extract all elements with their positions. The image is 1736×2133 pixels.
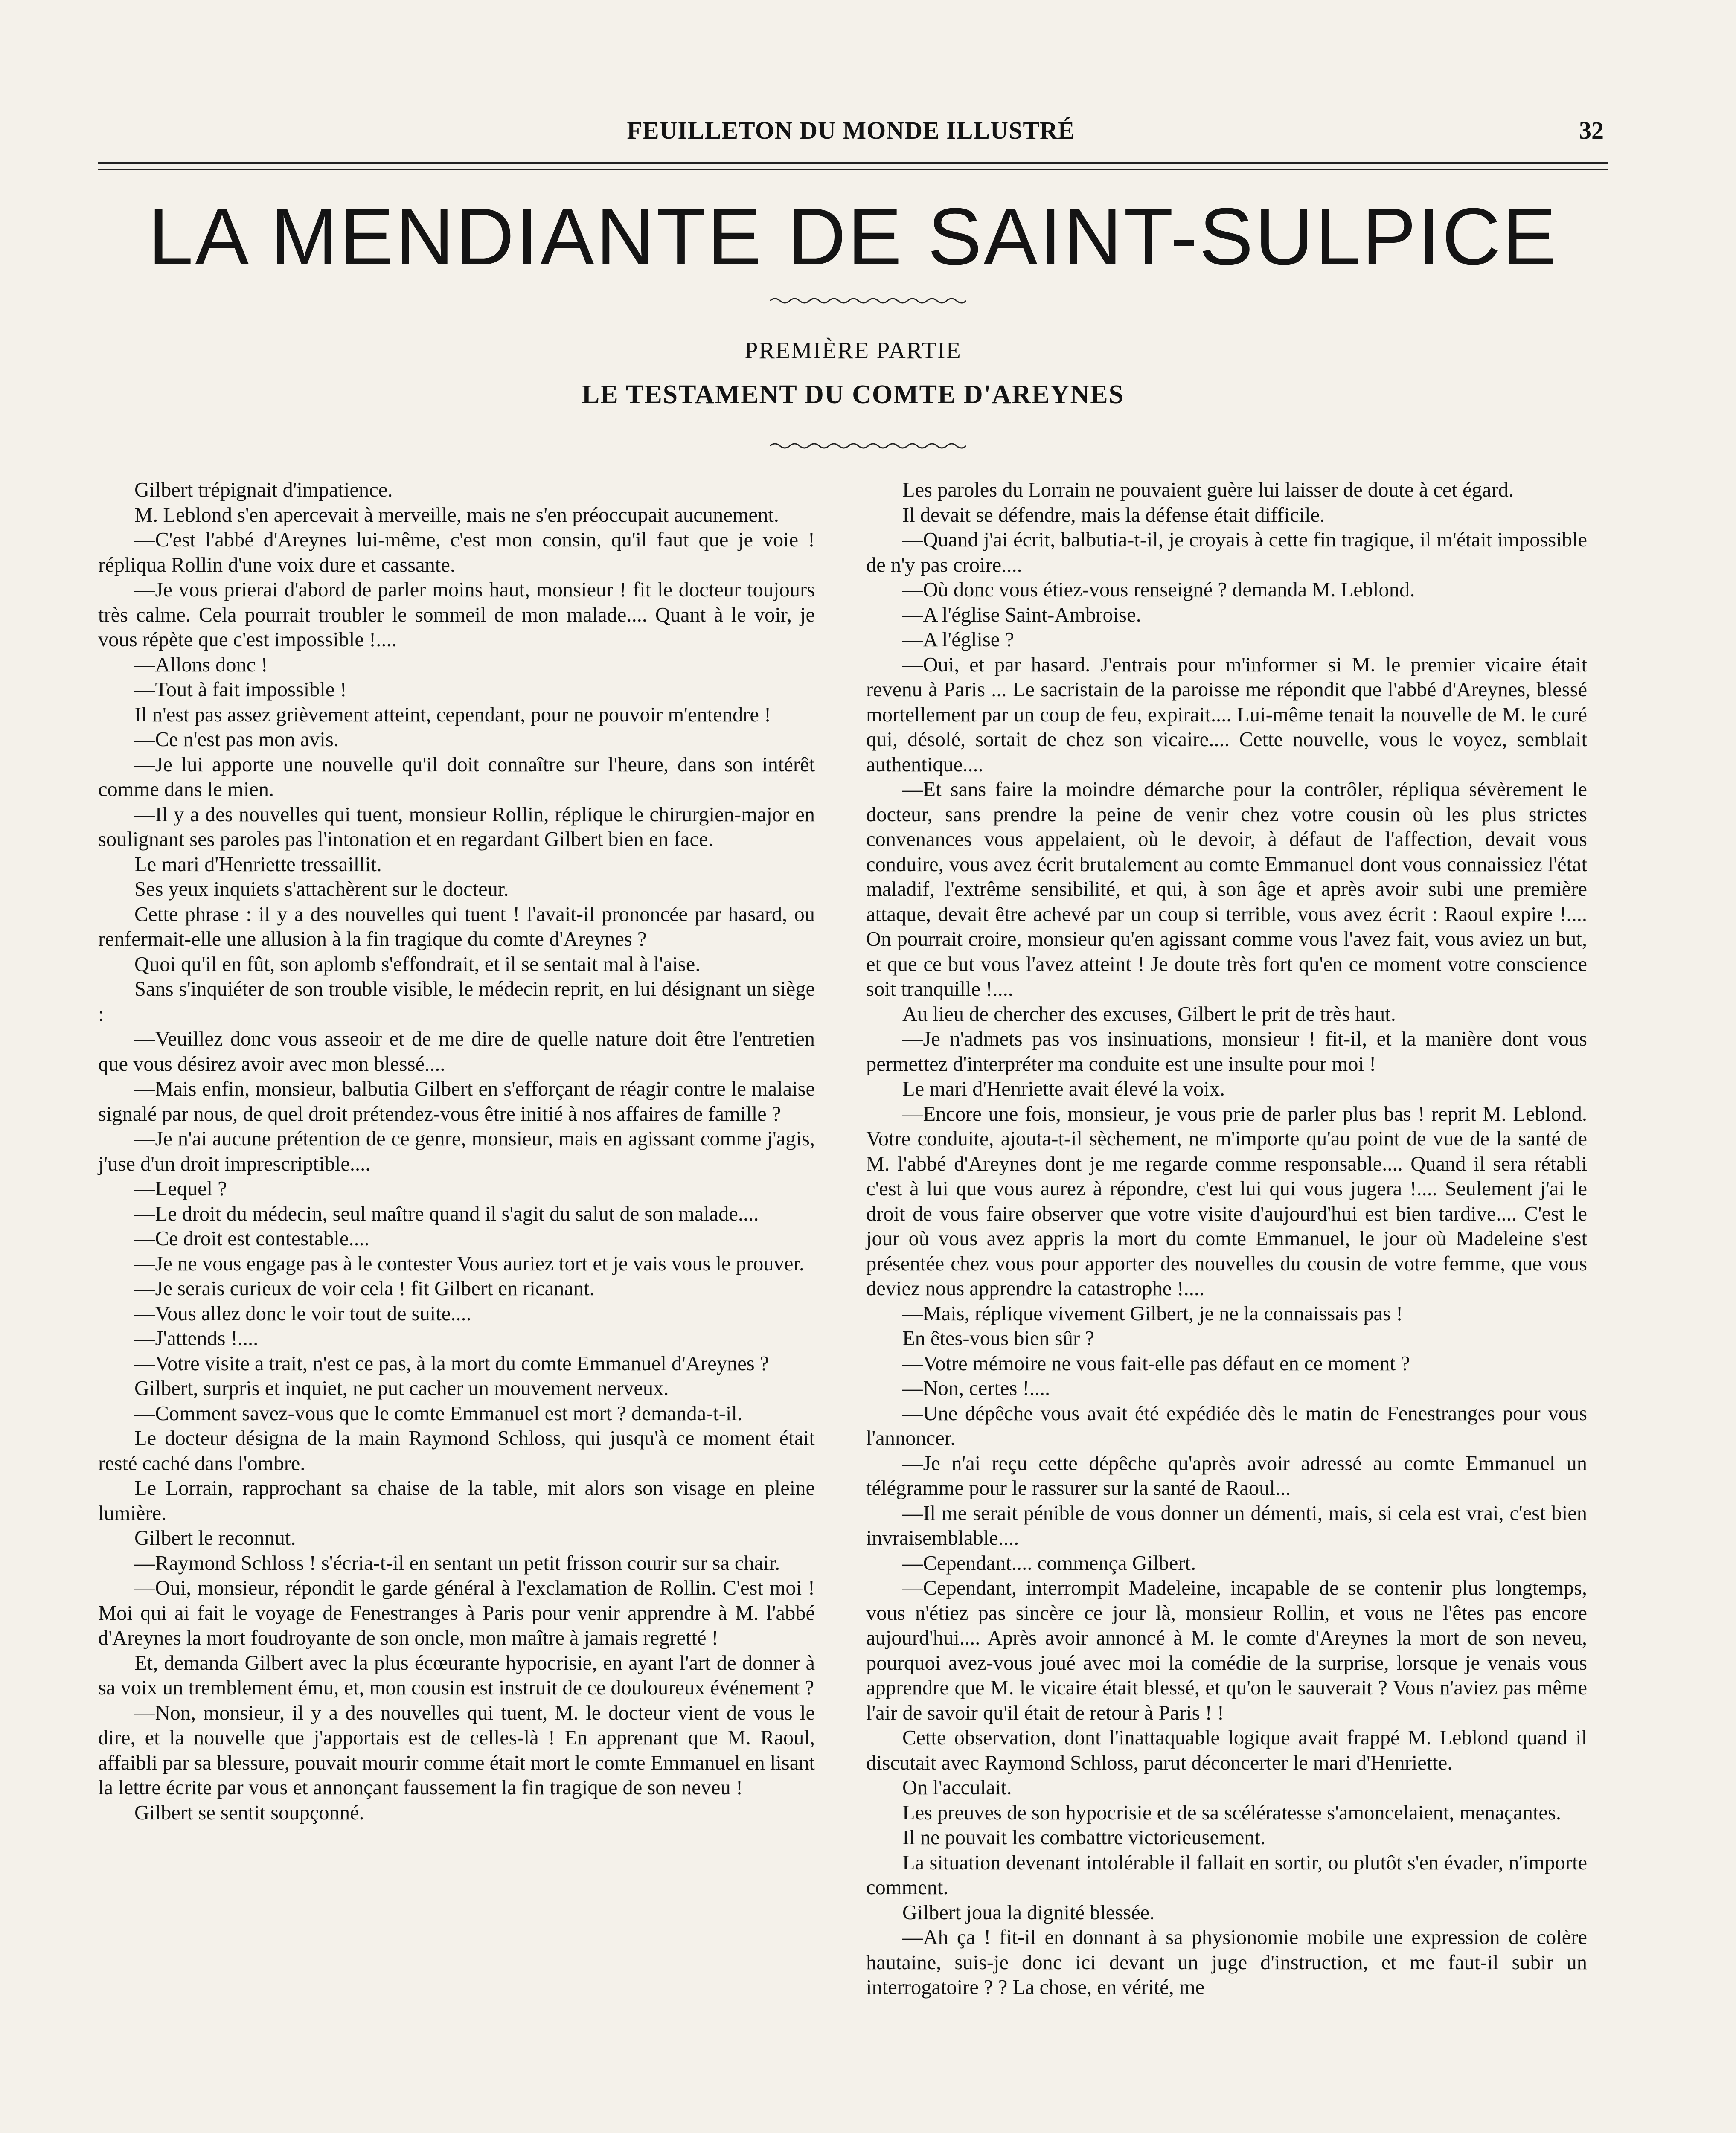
part-heading: PREMIÈRE PARTIE: [744, 337, 962, 364]
paragraph: —Ce n'est pas mon avis.: [134, 728, 339, 751]
paragraph: Cette observation, dont l'inattaquable logique avait frappé M. Leblond quand il discutait avec Raymond Schloss, parut déconcerter le mari d'Henriette.: [866, 1726, 1587, 1774]
paragraph: —Raymond Schloss ! s'écria-t-il en sentant un petit frisson courir sur sa chair.: [134, 1552, 780, 1575]
paragraph: —Oui, monsieur, répondit le garde général à l'exclamation de Rollin. C'est moi ! Moi qui ai fait le voyage de Fenestranges à Paris pour venir apprendre à M. l'abbé d'Areynes la mort foudroyante de son oncle, mon maître à jamais regretté !: [98, 1577, 815, 1649]
paragraph: Le mari d'Henriette avait élevé la voix.: [902, 1078, 1225, 1100]
text-column-right: [866, 478, 1587, 2000]
paragraph: —Quand j'ai écrit, balbutia-t-il, je croyais à cette fin tragique, il m'était impossible de n'y pas croire....: [866, 529, 1587, 576]
paragraph: Il ne pouvait les combattre victorieusement.: [902, 1826, 1266, 1849]
serial-title: LA MENDIANTE DE SAINT-SULPICE: [148, 192, 1558, 282]
paragraph: M. Leblond s'en apercevait à merveille, mais ne s'en préoccupait aucunement.: [134, 503, 779, 526]
paragraph: Il n'est pas assez grièvement atteint, cependant, pour ne pouvoir m'entendre !: [134, 703, 771, 726]
paragraph: Il devait se défendre, mais la défense était difficile.: [902, 503, 1325, 526]
paragraph: —Mais enfin, monsieur, balbutia Gilbert en s'efforçant de réagir contre le malaise signalé par nous, de quel droit prétendez-vous être initié à nos affaires de famille ?: [98, 1078, 815, 1125]
paragraph: —Le droit du médecin, seul maître quand il s'agit du salut de son malade....: [134, 1202, 759, 1225]
paragraph: —Votre visite a trait, n'est ce pas, à la mort du comte Emmanuel d'Areynes ?: [134, 1352, 769, 1375]
page-header: [98, 116, 1604, 150]
text-column-left: [98, 478, 815, 1825]
paragraph: Le docteur désigna de la main Raymond Schloss, qui jusqu'à ce moment était resté caché dans l'ombre.: [98, 1427, 815, 1475]
paragraph: Gilbert joua la dignité blessée.: [902, 1901, 1155, 1924]
ornament-divider: [770, 439, 966, 452]
paragraph: Le mari d'Henriette tressaillit.: [134, 853, 382, 876]
paragraph: Gilbert le reconnut.: [134, 1527, 296, 1549]
paragraph: —Je serais curieux de voir cela ! fit Gilbert en ricanant.: [134, 1277, 595, 1300]
paragraph: Et, demanda Gilbert avec la plus écœurante hypocrisie, en ayant l'art de donner à sa voix un tremblement ému, et, mon cousin est instruit de ce douloureux événement ?: [98, 1651, 815, 1699]
paragraph: —Comment savez-vous que le comte Emmanuel est mort ? demanda-t-il.: [134, 1402, 742, 1425]
paragraph: —Non, certes !....: [902, 1377, 1050, 1400]
paragraph: —Lequel ?: [134, 1177, 227, 1200]
paragraph: —Ah ça ! fit-il en donnant à sa physionomie mobile une expression de colère hautaine, suis-je donc ici devant un juge d'instruction, et me faut-il subir un interrogatoire ? ? La chose, en vérité, me: [866, 1926, 1587, 1999]
ornament-divider: [770, 294, 966, 307]
header-rule: [98, 162, 1608, 164]
paragraph: —Je n'ai reçu cette dépêche qu'après avoir adressé au comte Emmanuel un télégramme pour le rassurer sur la santé de Raoul...: [866, 1452, 1587, 1499]
paragraph: —Veuillez donc vous asseoir et de me dire de quelle nature doit être l'entretien que vous désirez avoir avec mon blessé....: [98, 1028, 815, 1075]
paragraph: On l'acculait.: [902, 1776, 1012, 1799]
paragraph: Gilbert trépignait d'impatience.: [134, 479, 393, 501]
paragraph: —Allons donc !: [134, 653, 268, 676]
paragraph: Gilbert, surpris et inquiet, ne put cacher un mouvement nerveux.: [134, 1377, 669, 1400]
paragraph: —Je lui apporte une nouvelle qu'il doit connaître sur l'heure, dans son intérêt comme dans le mien.: [98, 753, 815, 801]
page-number: 32: [1579, 116, 1604, 144]
paragraph: —Il y a des nouvelles qui tuent, monsieur Rollin, réplique le chirurgien-major en soulignant ses paroles pas l'intonation et en regardant Gilbert bien en face.: [98, 803, 815, 851]
paragraph: Sans s'inquiéter de son trouble visible, le médecin reprit, en lui désignant un siège :: [98, 978, 815, 1026]
chapter-heading: LE TESTAMENT DU COMTE D'AREYNES: [582, 380, 1125, 409]
paragraph: —Je vous prierai d'abord de parler moins haut, monsieur ! fit le docteur toujours très calme. Cela pourrait troubler le sommeil de mon malade.... Quant à le voir, je vous répète que c'est impossible !....: [98, 578, 815, 651]
paragraph: Gilbert se sentit soupçonné.: [134, 1801, 364, 1824]
paragraph: En êtes-vous bien sûr ?: [902, 1327, 1094, 1350]
paragraph: —Où donc vous étiez-vous renseigné ? demanda M. Leblond.: [902, 578, 1415, 601]
paragraph: —Tout à fait impossible !: [134, 678, 347, 701]
paragraph: —Je n'admets pas vos insinuations, monsieur ! fit-il, et la manière dont vous permettez d'interpréter ma conduite est une insulte pour moi !: [866, 1028, 1587, 1075]
paragraph: —Ce droit est contestable....: [134, 1227, 369, 1250]
paragraph: Au lieu de chercher des excuses, Gilbert le prit de très haut.: [902, 1003, 1396, 1026]
paragraph: —Cependant.... commença Gilbert.: [902, 1552, 1196, 1575]
paragraph: —A l'église Saint-Ambroise.: [902, 603, 1141, 626]
paragraph: —Oui, et par hasard. J'entrais pour m'informer si M. le premier vicaire était revenu à Paris ... Le sacristain de la paroisse me répondit que l'abbé d'Areynes, blessé mortellement par un coup de feu, expirait.... Lui-même tenait la nouvelle de M. le curé qui, désolé, sortait de chez son vicaire.... Cette nouvelle, vous le voyez, semblait authentique....: [866, 653, 1587, 776]
paragraph: —Je n'ai aucune prétention de ce genre, monsieur, mais en agissant comme j'agis, j'use d'un droit imprescriptible....: [98, 1128, 815, 1175]
paragraph: —Et sans faire la moindre démarche pour la contrôler, répliqua sévèrement le docteur, sans prendre la peine de venir chez votre cousin où les plus strictes convenances vous appelaient, où le devoir, à défaut de l'affection, devait vous conduire, vous avez écrit brutalement au comte Emmanuel dont vous connaissiez l'état maladif, l'extrême sensibilité, et qui, à son âge et après avoir subi une première attaque, devait être achevé par un coup si terrible, vous avez écrit : Raoul expire !.... On pourrait croire, monsieur qu'en agissant comme vous l'avez fait, vous aviez un but, et que ce but vous l'avez atteint ! Je doute très fort qu'en ce moment votre conscience soit tranquille !....: [866, 778, 1587, 1000]
header-rule-thin: [98, 169, 1608, 170]
paragraph: —Vous allez donc le voir tout de suite....: [134, 1302, 471, 1325]
paragraph: —C'est l'abbé d'Areynes lui-même, c'est mon consin, qu'il faut que je voie ! répliqua Rollin d'une voix dure et cassante.: [98, 529, 815, 576]
paragraph: —Je ne vous engage pas à le contester Vous auriez tort et je vais vous le prouver.: [134, 1252, 804, 1275]
paragraph: —Mais, réplique vivement Gilbert, je ne la connaissais pas !: [902, 1302, 1403, 1325]
paragraph: —Votre mémoire ne vous fait-elle pas défaut en ce moment ?: [902, 1352, 1410, 1375]
paragraph: Les paroles du Lorrain ne pouvaient guère lui laisser de doute à cet égard.: [902, 479, 1514, 501]
paragraph: —A l'église ?: [902, 628, 1014, 651]
paragraph: —Non, monsieur, il y a des nouvelles qui tuent, M. le docteur vient de vous le dire, et la nouvelle que j'apportais est de celles-là ! En apprenant que M. Raoul, affaibli par sa blessure, pouvait mourir comme était mort le comte Emmanuel en lisant la lettre écrite par vous et annonçant faussement la fin tragique de son neveu !: [98, 1701, 815, 1799]
paragraph: —J'attends !....: [134, 1327, 259, 1350]
paragraph: —Encore une fois, monsieur, je vous prie de parler plus bas ! reprit M. Leblond. Votre conduite, ajouta-t-il sèchement, ne m'importe qu'au point de vue de la santé de M. l'abbé d'Areynes dont je me regarde comme responsable.... Quand il sera rétabli c'est à lui que vous aurez à répondre, c'est lui qui vous jugera !.... Seulement j'ai le droit de vous faire observer que votre visite d'aujourd'hui est bien tardive.... C'est le jour où vous avez appris la mort du comte Emmanuel, le jour où Madeleine s'est présentée chez vous pour apporter des nouvelles du cousin de votre femme, que vous deviez nous apprendre la catastrophe !....: [866, 1102, 1587, 1300]
paragraph: Les preuves de son hypocrisie et de sa scélératesse s'amoncelaient, menaçantes.: [902, 1801, 1561, 1824]
paragraph: Ses yeux inquiets s'attachèrent sur le docteur.: [134, 878, 509, 901]
paragraph: La situation devenant intolérable il fallait en sortir, ou plutôt s'en évader, n'importe comment.: [866, 1851, 1587, 1899]
paragraph: —Une dépêche vous avait été expédiée dès le matin de Fenestranges pour vous l'annoncer.: [866, 1402, 1587, 1450]
paragraph: —Cependant, interrompit Madeleine, incapable de se contenir plus longtemps, vous n'étiez pas sincère ce jour là, monsieur Rollin, et vous ne l'êtes pas encore aujourd'hui.... Après avoir annoncé à M. le comte d'Areynes la mort de son neveu, pourquoi avez-vous joué avec moi la comédie de la surprise, lorsque je venais vous apprendre que M. le vicaire était blessé, et qu'on le sauverait ? Vous n'aviez pas même l'air de savoir qu'il était de retour à Paris ! !: [866, 1577, 1587, 1724]
paragraph: —Il me serait pénible de vous donner un démenti, mais, si cela est vrai, c'est bien invraisemblable....: [866, 1502, 1587, 1549]
running-head: FEUILLETON DU MONDE ILLUSTRÉ: [627, 116, 1075, 144]
paragraph: Le Lorrain, rapprochant sa chaise de la table, mit alors son visage en pleine lumière.: [98, 1477, 815, 1525]
paragraph: Quoi qu'il en fût, son aplomb s'effondrait, et il se sentait mal à l'aise.: [134, 953, 701, 976]
paragraph: Cette phrase : il y a des nouvelles qui tuent ! l'avait-il prononcée par hasard, ou renfermait-elle une allusion à la fin tragique du comte d'Areynes ?: [98, 903, 815, 950]
